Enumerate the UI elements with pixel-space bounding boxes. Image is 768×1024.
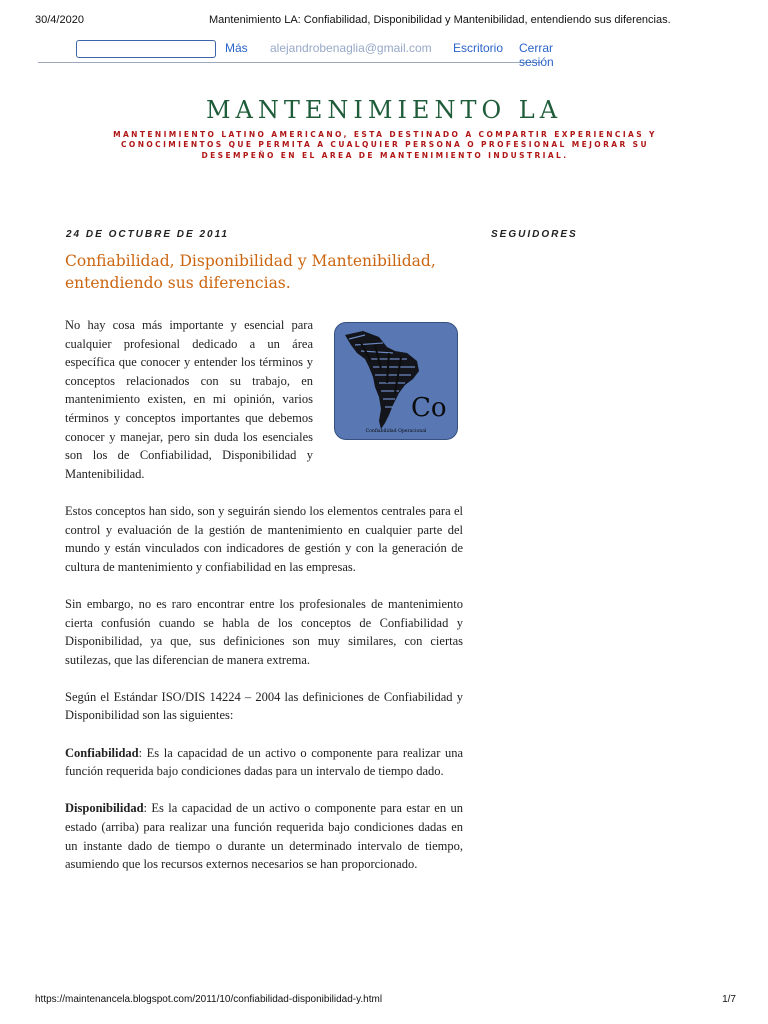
blog-title[interactable]: MANTENIMIENTO LA <box>205 96 563 124</box>
print-header <box>35 14 738 30</box>
user-email: alejandrobenaglia@gmail.com <box>270 41 432 55</box>
post-paragraph-intro: No hay cosa más importante y esencial para cualquier profesional dedicado a un área específica que conocer y entender los términos y conceptos relacionados con su trabajo, en mantenimiento existen, en mi opinión, varios términos y conceptos importantes que debemos conocer y manejar, pero sin duda los esenciales son los de Confiabilidad, Disponibilidad y Mantenibilidad. <box>65 318 313 481</box>
definition-term-confiabilidad: Confiabilidad <box>65 745 139 760</box>
print-footer <box>35 994 736 1008</box>
print-date: 30/4/2020 <box>35 14 84 26</box>
definition-text-confiabilidad: : Es la capacidad de un activo o componente para realizar una función requerida bajo condiciones dadas para un intervalo de tiempo dado. <box>65 745 463 779</box>
definition-term-disponibilidad: Disponibilidad <box>65 801 144 816</box>
post-paragraph-3: Sin embargo, no es raro encontrar entre los profesionales de mantenimiento cierta confusión cuando se habla de los conceptos de Confiabilidad y Disponibilidad, ya que, sus definiciones son muy similares, con ciertas sutilezas, que las diferencian de manera extrema. <box>65 596 463 667</box>
dashboard-link[interactable]: Escritorio <box>453 41 504 55</box>
post-date: 24 DE OCTUBRE DE 2011 <box>66 229 229 240</box>
definition-confiabilidad <box>65 744 463 781</box>
search-input[interactable] <box>76 40 216 58</box>
post-body <box>65 316 463 892</box>
print-url: https://maintenancela.blogspot.com/2011/10/confiabilidad-disponibilidad-y.html <box>35 994 383 1005</box>
post-paragraph-2: Estos conceptos han sido, son y seguirán siendo los elementos centrales para el control y evaluación de la gestión de mantenimiento en cualquier parte del mundo y están vinculados con indicadores de gestión y con la generación de cultura de mantenimiento y confiabilidad en las empresas. <box>65 503 463 574</box>
post-title[interactable]: Confiabilidad, Disponibilidad y Mantenibilidad, entendiendo sus diferencias. <box>65 252 436 292</box>
blogger-navbar <box>38 38 554 69</box>
post-paragraph-4: Según el Estándar ISO/DIS 14224 – 2004 las definiciones de Confiabilidad y Disponibilidad son las siguientes: <box>65 689 463 723</box>
more-link[interactable]: Más <box>225 41 248 55</box>
logo-caption: Confiabilidad Operacional <box>365 429 427 434</box>
blog-description: MANTENIMIENTO LATINO AMERICANO, ESTA DESTINADO A COMPARTIR EXPERIENCIAS Y CONOCIMIENTOS QUE PERMITA A CUALQUIER PERSONA O PROFESIONAL MEJORAR SU DESEMPEÑO EN EL AREA DE MANTENIMIENTO INDUSTRIAL. <box>113 130 657 160</box>
definition-text-disponibilidad: : Es la capacidad de un activo o componente para estar en un estado (arriba) para realizar una función requerida bajo condiciones dadas en un instante dado de tiempo o durante un determinado intervalo de tiempo, asumiendo que los recursos externos necesarios se han proporcionado. <box>65 801 463 872</box>
print-page-title: Mantenimiento LA: Confiabilidad, Disponibilidad y Mantenibilidad, entendiendo sus diferencias. <box>209 14 671 26</box>
logout-link[interactable]: Cerrar sesión <box>519 41 554 69</box>
sidebar-followers-title: SEGUIDORES <box>491 229 578 240</box>
print-page-number: 1/7 <box>722 994 736 1005</box>
logo-letters: Co <box>411 393 447 423</box>
definition-disponibilidad <box>65 799 463 873</box>
